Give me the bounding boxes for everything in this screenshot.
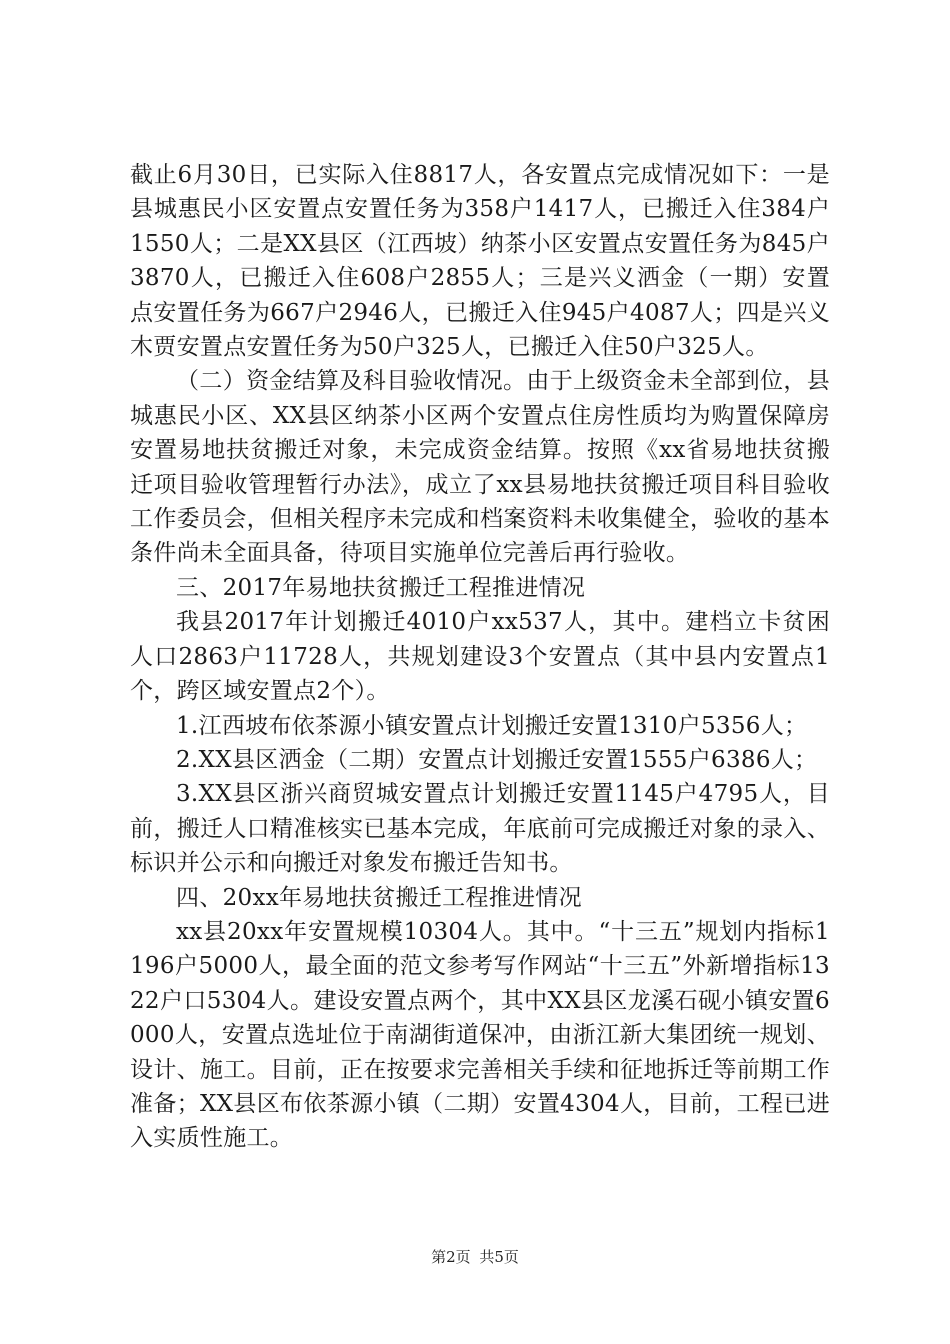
page-footer: [0, 1246, 950, 1267]
paragraph-fund-settlement: （二）资金结算及科目验收情况。由于上级资金未全部到位，县城惠民小区、XX县区纳茶小区两个安置点住房性质均为购置保障房安置易地扶贫搬迁对象，未完成资金结算。按照《xx省易地扶贫搬迁项目验收管理暂行办法》，成立了xx县易地扶贫搬迁项目科目验收工作委员会，但相关程序未完成和档案资料未收集健全，验收的基本条件尚未全面具备，待项目实施单位完善后再行验收。: [130, 368, 830, 567]
list-item-zhexing: 3.XX县区浙兴商贸城安置点计划搬迁安置1145户4795人，目前，搬迁人口精准核实已基本完成，年底前可完成搬迁对象的录入、标识并公示和向搬迁对象发布搬迁告知书。: [130, 781, 830, 877]
paragraph-occupancy-status: 截止6月30日，已实际入住8817人，各安置点完成情况如下：一是县城惠民小区安置点安置任务为358户1417人，已搬迁入住384户1550人；二是XX县区（江西坡）纳茶小区安置点安置任务为845户3870人，已搬迁入住608户2855人；三是兴义洒金（一期）安置点安置任务为667户2946人，已搬迁入住945户4087人；四是兴义木贾安置点安置任务为50户325人，已搬迁入住50户325人。: [130, 162, 830, 361]
list-item-jiangxipo: 1.江西坡布依茶源小镇安置点计划搬迁安置1310户5356人；: [176, 712, 808, 739]
paragraph-20xx-plan: xx县20xx年安置规模10304人。其中。“十三五”规划内指标1196户5000人，最全面的范文参考写作网站“十三五”外新增指标1322户口5304人。建设安置点两个，其中XX县区龙溪石砚小镇安置6000人，安置点选址位于南湖街道保冲，由浙江新大集团统一规划、设计、施工。目前，正在按要求完善相关手续和征地拆迁等前期工作准备；XX县区布依茶源小镇（二期）安置4304人，目前，工程已进入实质性施工。: [130, 918, 830, 1152]
section-heading-20xx: 四、20xx年易地扶贫搬迁工程推进情况: [176, 884, 582, 911]
page-number: 第2页: [431, 1248, 471, 1266]
total-pages: 共5页: [479, 1248, 519, 1266]
list-item-sajin-phase2: 2.XX县区洒金（二期）安置点计划搬迁安置1555户6386人；: [176, 746, 818, 773]
section-heading-2017: 三、2017年易地扶贫搬迁工程推进情况: [176, 574, 586, 601]
paragraph-2017-plan: 我县2017年计划搬迁4010户xx537人，其中。建档立卡贫困人口2863户11728人，共规划建设3个安置点（其中县内安置点1个，跨区域安置点2个）。: [130, 609, 830, 705]
document-body: [130, 158, 830, 1156]
